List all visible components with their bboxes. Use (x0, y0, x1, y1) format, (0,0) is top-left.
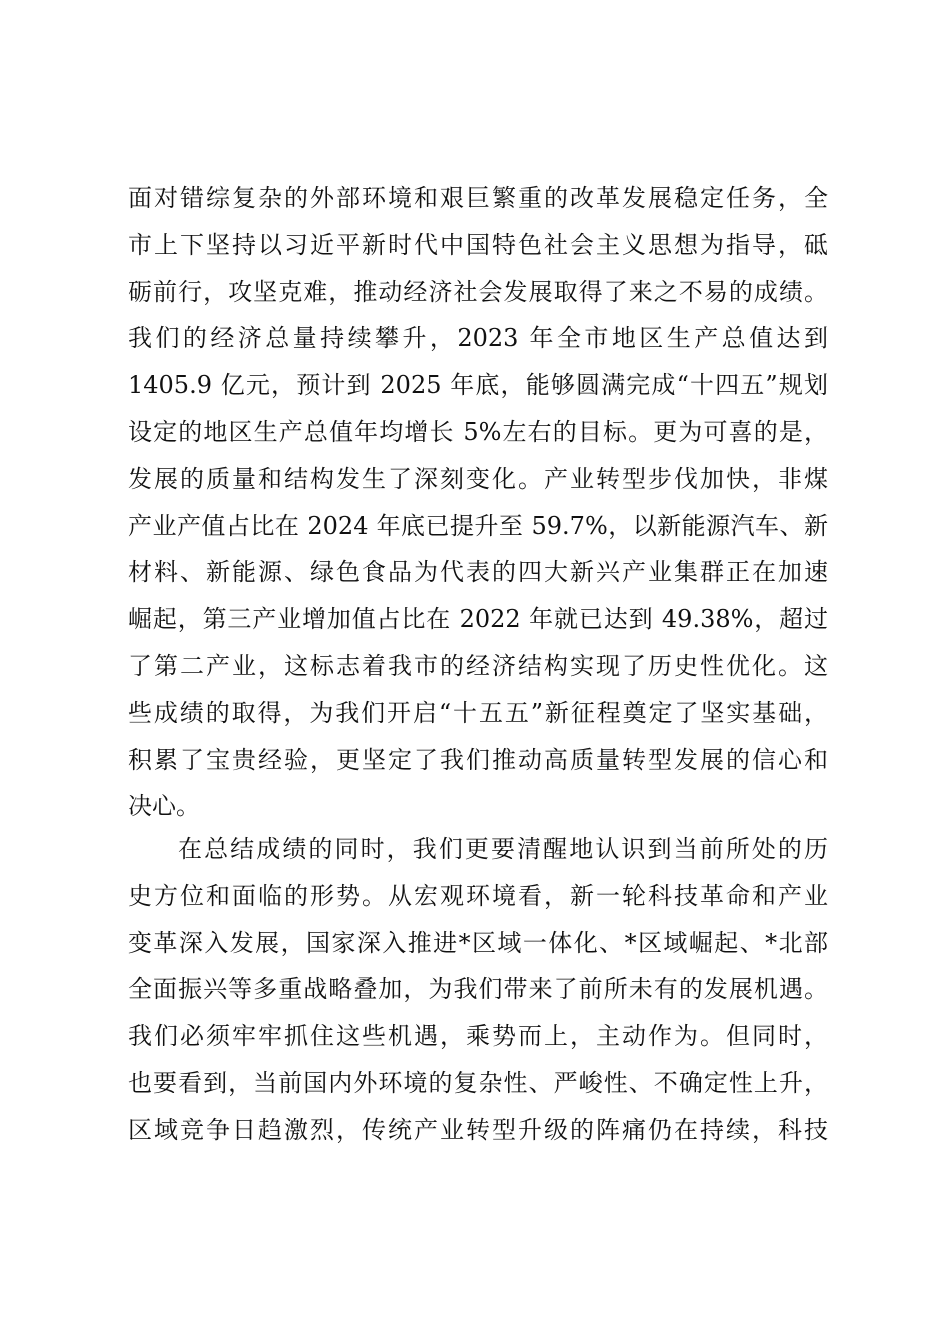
text-line: 材料、新能源、绿色食品为代表的四大新兴产业集群正在加速 (128, 558, 828, 587)
text-line: 崛起，第三产业增加值占比在 2022 年就已达到 49.38%，超过 (128, 605, 828, 634)
text-line: 些成绩的取得，为我们开启“十五五”新征程奠定了坚实基础， (128, 698, 828, 727)
text-line: 砺前行，攻坚克难，推动经济社会发展取得了来之不易的成绩。 (128, 277, 828, 306)
text-line: 发展的质量和结构发生了深刻变化。产业转型步伐加快，非煤 (128, 464, 828, 493)
text-line: 我们必须牢牢抓住这些机遇，乘势而上，主动作为。但同时， (128, 1022, 828, 1051)
text-line: 1405.9 亿元，预计到 2025 年底，能够圆满完成“十四五”规划 (128, 371, 828, 400)
text-line: 变革深入发展，国家深入推进*区域一体化、*区域崛起、*北部 (128, 928, 828, 957)
text-line: 在总结成绩的同时，我们更要清醒地认识到当前所处的历 (178, 835, 828, 863)
text-line: 了第二产业，这标志着我市的经济结构实现了历史性优化。这 (128, 651, 828, 680)
text-line: 全面振兴等多重战略叠加，为我们带来了前所未有的发展机遇。 (128, 975, 828, 1004)
text-line: 决心。 (128, 792, 200, 821)
text-line: 设定的地区生产总值年均增长 5%左右的目标。更为可喜的是， (128, 417, 828, 446)
text-line: 我们的经济总量持续攀升，2023 年全市地区生产总值达到 (128, 324, 828, 353)
text-line: 产业产值占比在 2024 年底已提升至 59.7%，以新能源汽车、新 (128, 511, 828, 540)
paragraph-achievements (128, 175, 828, 830)
text-line: 市上下坚持以习近平新时代中国特色社会主义思想为指导，砥 (128, 230, 828, 259)
text-line: 也要看到，当前国内外环境的复杂性、严峻性、不确定性上升， (128, 1068, 828, 1097)
paragraph-situation (128, 826, 828, 1154)
text-line: 史方位和面临的形势。从宏观环境看，新一轮科技革命和产业 (128, 881, 828, 910)
text-line: 面对错综复杂的外部环境和艰巨繁重的改革发展稳定任务，全 (128, 184, 828, 212)
text-line: 积累了宝贵经验，更坚定了我们推动高质量转型发展的信心和 (128, 745, 828, 774)
text-line: 区域竞争日趋激烈，传统产业转型升级的阵痛仍在持续，科技 (128, 1115, 828, 1144)
